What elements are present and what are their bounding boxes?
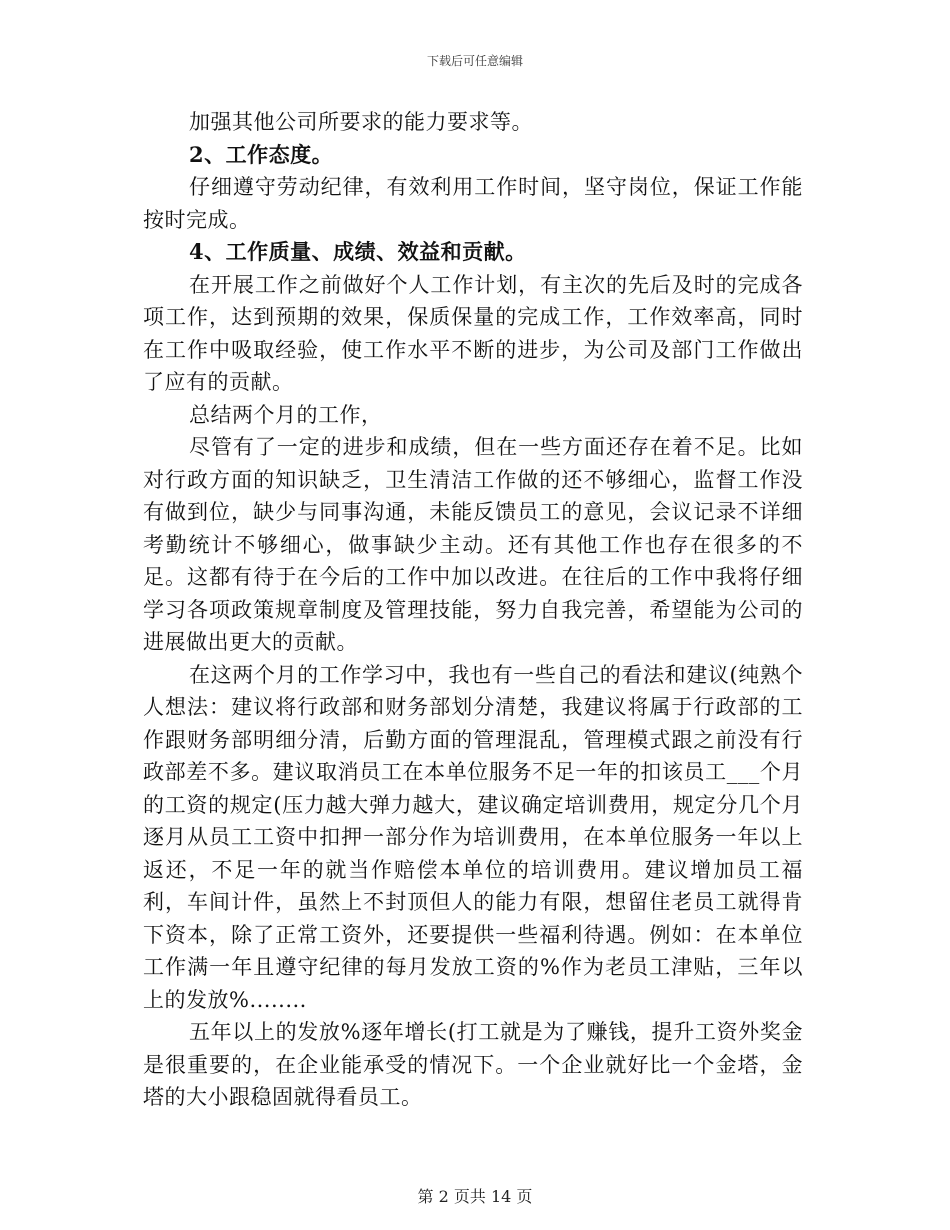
- section-heading-work-attitude: 2、工作态度。: [189, 141, 334, 167]
- paragraph-3: 在开展工作之前做好个人工作计划，有主次的先后及时的完成各项工作，达到预期的效果，保质保量的完成工作，工作效率高，同时在工作中吸取经验，使工作水平不断的进步，为公司及部门工作做出了应有的贡献。: [143, 272, 803, 394]
- section-heading-work-quality: 4、工作质量、成绩、效益和贡献。: [189, 239, 527, 264]
- paragraph-5: 尽管有了一定的进步和成绩，但在一些方面还存在着不足。比如对行政方面的知识缺乏，卫生清洁工作做的还不够细心，监督工作没有做到位，缺少与同事沟通，未能反馈员工的意见，会议记录不详细考勤统计不够细心，做事缺少主动。还有其他工作也存在很多的不足。这都有待于在今后的工作中加以改进。在往后的工作中我将仔细学习各项政策规章制度及管理技能，努力自我完善，希望能为公司的进展做出更大的贡献。: [143, 435, 803, 654]
- paragraph-6: 在这两个月的工作学习中，我也有一些自己的看法和建议(纯熟个人想法：建议将行政部和财务部划分清楚，我建议将属于行政部的工作跟财务部明细分清，后勤方面的管理混乱，管理模式跟之前没有行政部差不多。建议取消员工在本单位服务不足一年的扣该员工___个月的工资的规定(压力越大弹力越大，建议确定培训费用，规定分几个月逐月从员工工资中扣押一部分作为培训费用，在本单位服务一年以上返还，不足一年的就当作赔偿本单位的培训费用。建议增加员工福利，车间计件，虽然上不封顶但人的能力有限，想留住老员工就得肯下资本，除了正常工资外，还要提供一些福利待遇。例如：在本单位工作满一年且遵守纪律的每月发放工资的%作为老员工津贴，三年以上的发放%........: [143, 662, 803, 1012]
- paragraph-2: 仔细遵守劳动纪律，有效利用工作时间，坚守岗位，保证工作能按时完成。: [143, 175, 803, 232]
- page-footer: 第 2 页共 14 页: [417, 1187, 533, 1206]
- paragraph-7: 五年以上的发放%逐年增长(打工就是为了赚钱，提升工资外奖金是很重要的，在企业能承受的情况下。一个企业就好比一个金塔，金塔的大小跟稳固就得看员工。: [143, 1020, 803, 1109]
- document-body: [143, 106, 803, 1114]
- paragraph-4: 总结两个月的工作，: [189, 402, 383, 427]
- page-header: 下载后可任意编辑: [426, 54, 523, 68]
- paragraph-1: 加强其他公司所要求的能力要求等。: [189, 110, 533, 134]
